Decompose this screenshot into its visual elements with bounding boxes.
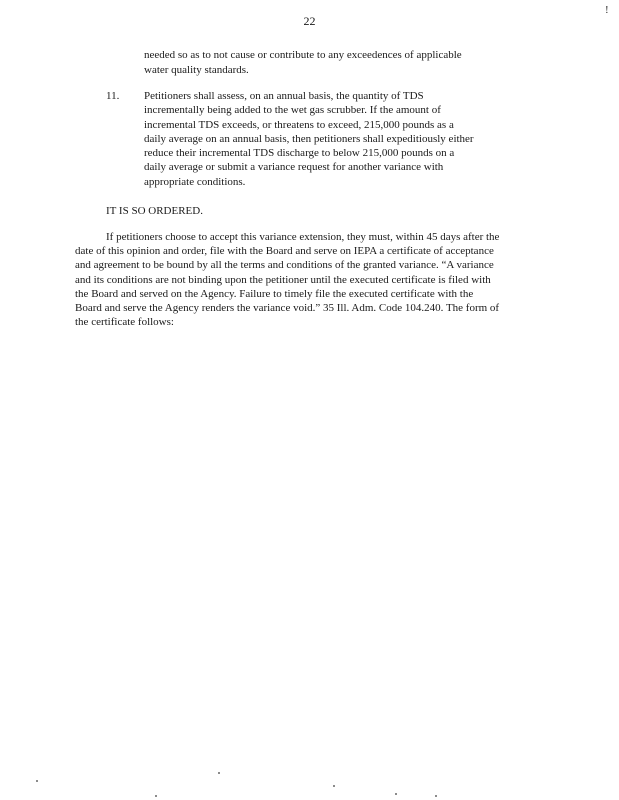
text-line: and its conditions are not binding upon the petitioner until the executed certificate is filed with [75, 273, 491, 286]
page-number: 22 [303, 14, 316, 28]
speck [36, 780, 38, 782]
item-number: 11. [106, 90, 120, 102]
speck [333, 785, 335, 787]
text-line: incremental TDS exceeds, or threatens to exceed, 215,000 pounds as a [144, 118, 454, 131]
text-line: water quality standards. [144, 63, 249, 76]
text-line: the certificate follows: [75, 316, 174, 329]
text-line: daily average on an annual basis, then petitioners shall expeditiously either [144, 132, 474, 145]
text-line: needed so as to not cause or contribute to any exceedences of applicable [144, 49, 462, 61]
speck [218, 772, 220, 774]
text-line: incrementally being added to the wet gas scrubber. If the amount of [144, 104, 441, 117]
speck [155, 795, 157, 797]
text-line: daily average or submit a variance request for another variance with [144, 161, 444, 174]
corner-mark: ! [605, 4, 609, 16]
text-line: Board and serve the Agency renders the variance void.” 35 Ill. Adm. Code 104.240. The form of [75, 302, 500, 315]
text-line: Petitioners shall assess, on an annual basis, the quantity of TDS [144, 90, 424, 102]
text-line: If petitioners choose to accept this variance extension, they must, within 45 days after the [106, 231, 500, 243]
text-line: the Board and served on the Agency. Failure to timely file the executed certificate with the [75, 287, 474, 300]
speck [395, 793, 397, 795]
closing-paragraph [75, 230, 545, 329]
text-line: date of this opinion and order, file with the Board and serve on IEPA a certificate of acceptance [75, 245, 494, 258]
order-statement: IT IS SO ORDERED. [106, 205, 203, 217]
item-paragraph [144, 89, 506, 189]
speck [435, 795, 437, 797]
text-line: and agreement to be bound by all the terms and conditions of the granted variance. “A variance [75, 259, 494, 272]
continued-paragraph [144, 48, 504, 77]
text-line: reduce their incremental TDS discharge to below 215,000 pounds on a [144, 147, 455, 160]
text-line: appropriate conditions. [144, 175, 246, 188]
